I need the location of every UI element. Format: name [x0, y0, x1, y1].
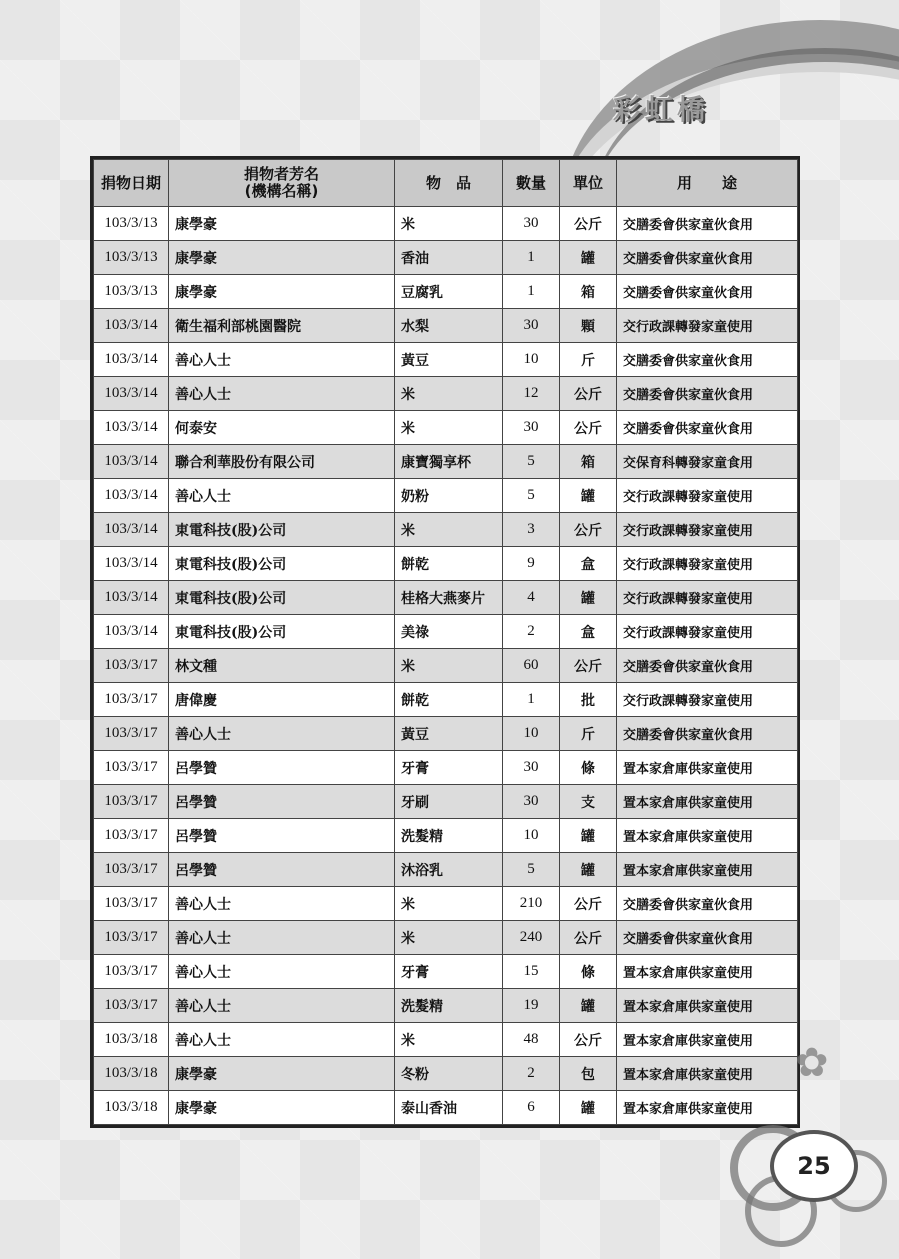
- row-qty: 10: [503, 343, 560, 377]
- table-row: [94, 921, 798, 955]
- row-qty: 12: [503, 377, 560, 411]
- row-item: 豆腐乳: [395, 275, 503, 309]
- row-use: 交行政課轉發家童使用: [617, 479, 798, 513]
- row-item: 米: [395, 513, 503, 547]
- row-unit: 箱: [560, 275, 617, 309]
- donation-table: [93, 159, 798, 1125]
- row-use: 交膳委會供家童伙食用: [617, 717, 798, 751]
- row-unit: 斤: [560, 343, 617, 377]
- row-use: 交行政課轉發家童使用: [617, 513, 798, 547]
- table-row: [94, 547, 798, 581]
- row-use: 交膳委會供家童伙食用: [617, 377, 798, 411]
- row-donor: 東電科技(股)公司: [169, 615, 395, 649]
- row-qty: 10: [503, 819, 560, 853]
- row-item: 康寶獨享杯: [395, 445, 503, 479]
- row-date: 103/3/17: [94, 751, 169, 785]
- row-date: 103/3/14: [94, 547, 169, 581]
- table-row: [94, 819, 798, 853]
- row-donor: 呂學贊: [169, 853, 395, 887]
- row-date: 103/3/13: [94, 275, 169, 309]
- row-item: 牙膏: [395, 955, 503, 989]
- row-item: 米: [395, 1023, 503, 1057]
- flower-decoration-icon: ✿: [795, 1040, 829, 1086]
- row-unit: 罐: [560, 819, 617, 853]
- row-qty: 6: [503, 1091, 560, 1125]
- row-date: 103/3/18: [94, 1023, 169, 1057]
- table-row: [94, 275, 798, 309]
- table-row: [94, 989, 798, 1023]
- row-date: 103/3/17: [94, 683, 169, 717]
- row-item: 米: [395, 411, 503, 445]
- header-item: 物 品: [395, 160, 503, 207]
- row-qty: 60: [503, 649, 560, 683]
- row-qty: 210: [503, 887, 560, 921]
- row-donor: 善心人士: [169, 343, 395, 377]
- row-date: 103/3/14: [94, 411, 169, 445]
- row-donor: 康學豪: [169, 241, 395, 275]
- header-qty: 數量: [503, 160, 560, 207]
- row-item: 冬粉: [395, 1057, 503, 1091]
- row-donor: 呂學贊: [169, 785, 395, 819]
- row-item: 香油: [395, 241, 503, 275]
- table-row: [94, 649, 798, 683]
- row-date: 103/3/14: [94, 615, 169, 649]
- row-date: 103/3/14: [94, 479, 169, 513]
- row-date: 103/3/17: [94, 819, 169, 853]
- row-item: 米: [395, 887, 503, 921]
- row-qty: 30: [503, 309, 560, 343]
- table-header-row: [94, 160, 798, 207]
- row-donor: 善心人士: [169, 479, 395, 513]
- row-qty: 3: [503, 513, 560, 547]
- row-donor: 善心人士: [169, 717, 395, 751]
- row-qty: 2: [503, 1057, 560, 1091]
- row-unit: 箱: [560, 445, 617, 479]
- table-row: [94, 853, 798, 887]
- row-qty: 30: [503, 411, 560, 445]
- row-use: 置本家倉庫供家童使用: [617, 955, 798, 989]
- row-unit: 公斤: [560, 377, 617, 411]
- row-use: 交膳委會供家童伙食用: [617, 207, 798, 241]
- row-unit: 罐: [560, 1091, 617, 1125]
- row-donor: 唐偉慶: [169, 683, 395, 717]
- row-item: 美祿: [395, 615, 503, 649]
- row-unit: 批: [560, 683, 617, 717]
- row-item: 米: [395, 207, 503, 241]
- row-date: 103/3/17: [94, 921, 169, 955]
- header-unit: 單位: [560, 160, 617, 207]
- row-date: 103/3/14: [94, 513, 169, 547]
- row-qty: 1: [503, 241, 560, 275]
- row-date: 103/3/17: [94, 785, 169, 819]
- table-body: [94, 207, 798, 1125]
- row-date: 103/3/14: [94, 377, 169, 411]
- header-donor: [169, 160, 395, 207]
- row-use: 交膳委會供家童伙食用: [617, 275, 798, 309]
- row-donor: 康學豪: [169, 1091, 395, 1125]
- row-item: 餅乾: [395, 547, 503, 581]
- table-row: [94, 683, 798, 717]
- row-donor: 善心人士: [169, 377, 395, 411]
- row-item: 洗髮精: [395, 819, 503, 853]
- row-donor: 東電科技(股)公司: [169, 581, 395, 615]
- row-item: 黃豆: [395, 717, 503, 751]
- table-row: [94, 411, 798, 445]
- row-item: 餅乾: [395, 683, 503, 717]
- row-date: 103/3/14: [94, 445, 169, 479]
- table-row: [94, 785, 798, 819]
- row-date: 103/3/14: [94, 581, 169, 615]
- row-use: 交行政課轉發家童使用: [617, 581, 798, 615]
- row-donor: 衛生福利部桃園醫院: [169, 309, 395, 343]
- row-unit: 罐: [560, 581, 617, 615]
- row-qty: 30: [503, 207, 560, 241]
- table-row: [94, 1091, 798, 1125]
- row-use: 交膳委會供家童伙食用: [617, 649, 798, 683]
- row-item: 桂格大燕麥片: [395, 581, 503, 615]
- row-item: 米: [395, 377, 503, 411]
- row-date: 103/3/17: [94, 717, 169, 751]
- row-date: 103/3/17: [94, 989, 169, 1023]
- row-donor: 善心人士: [169, 989, 395, 1023]
- row-qty: 10: [503, 717, 560, 751]
- row-unit: 條: [560, 955, 617, 989]
- row-date: 103/3/17: [94, 955, 169, 989]
- row-use: 置本家倉庫供家童使用: [617, 989, 798, 1023]
- row-date: 103/3/18: [94, 1091, 169, 1125]
- row-use: 置本家倉庫供家童使用: [617, 1091, 798, 1125]
- row-use: 交膳委會供家童伙食用: [617, 241, 798, 275]
- row-qty: 1: [503, 683, 560, 717]
- table-row: [94, 479, 798, 513]
- row-item: 牙膏: [395, 751, 503, 785]
- row-unit: 包: [560, 1057, 617, 1091]
- table-row: [94, 207, 798, 241]
- row-use: 交行政課轉發家童使用: [617, 547, 798, 581]
- table-row: [94, 955, 798, 989]
- row-unit: 罐: [560, 241, 617, 275]
- table-row: [94, 241, 798, 275]
- row-date: 103/3/17: [94, 887, 169, 921]
- table-row: [94, 615, 798, 649]
- row-qty: 9: [503, 547, 560, 581]
- table-row: [94, 717, 798, 751]
- row-donor: 東電科技(股)公司: [169, 513, 395, 547]
- donation-table-container: [90, 156, 800, 1128]
- row-donor: 康學豪: [169, 275, 395, 309]
- row-unit: 公斤: [560, 207, 617, 241]
- row-qty: 5: [503, 853, 560, 887]
- row-donor: 康學豪: [169, 1057, 395, 1091]
- row-date: 103/3/18: [94, 1057, 169, 1091]
- row-item: 沐浴乳: [395, 853, 503, 887]
- row-unit: 盒: [560, 615, 617, 649]
- row-unit: 公斤: [560, 921, 617, 955]
- row-use: 交保育科轉發家童食用: [617, 445, 798, 479]
- row-use: 交行政課轉發家童使用: [617, 683, 798, 717]
- row-unit: 公斤: [560, 887, 617, 921]
- row-unit: 罐: [560, 853, 617, 887]
- row-date: 103/3/13: [94, 207, 169, 241]
- header-donor-line1: 捐物者芳名: [243, 165, 319, 183]
- row-use: 置本家倉庫供家童使用: [617, 751, 798, 785]
- row-donor: 呂學贊: [169, 751, 395, 785]
- row-qty: 240: [503, 921, 560, 955]
- row-donor: 林文種: [169, 649, 395, 683]
- row-donor: 善心人士: [169, 955, 395, 989]
- row-qty: 2: [503, 615, 560, 649]
- row-qty: 30: [503, 751, 560, 785]
- row-unit: 公斤: [560, 649, 617, 683]
- row-use: 交膳委會供家童伙食用: [617, 343, 798, 377]
- row-item: 米: [395, 921, 503, 955]
- row-use: 置本家倉庫供家童使用: [617, 1023, 798, 1057]
- row-donor: 善心人士: [169, 887, 395, 921]
- row-use: 交膳委會供家童伙食用: [617, 921, 798, 955]
- header-donor-line2: (機構名稱): [244, 182, 319, 200]
- row-date: 103/3/17: [94, 853, 169, 887]
- row-use: 交行政課轉發家童使用: [617, 309, 798, 343]
- row-donor: 東電科技(股)公司: [169, 547, 395, 581]
- row-qty: 15: [503, 955, 560, 989]
- row-use: 置本家倉庫供家童使用: [617, 1057, 798, 1091]
- row-use: 置本家倉庫供家童使用: [617, 785, 798, 819]
- header-date: 捐物日期: [94, 160, 169, 207]
- row-date: 103/3/13: [94, 241, 169, 275]
- table-row: [94, 513, 798, 547]
- row-qty: 19: [503, 989, 560, 1023]
- row-use: 交行政課轉發家童使用: [617, 615, 798, 649]
- row-qty: 48: [503, 1023, 560, 1057]
- page-number-badge: [770, 1130, 858, 1202]
- row-qty: 4: [503, 581, 560, 615]
- row-use: 交膳委會供家童伙食用: [617, 887, 798, 921]
- row-qty: 1: [503, 275, 560, 309]
- row-date: 103/3/14: [94, 343, 169, 377]
- row-qty: 5: [503, 479, 560, 513]
- row-item: 奶粉: [395, 479, 503, 513]
- row-unit: 公斤: [560, 1023, 617, 1057]
- table-row: [94, 309, 798, 343]
- row-item: 泰山香油: [395, 1091, 503, 1125]
- row-unit: 斤: [560, 717, 617, 751]
- table-row: [94, 1023, 798, 1057]
- row-donor: 聯合利華股份有限公司: [169, 445, 395, 479]
- row-use: 交膳委會供家童伙食用: [617, 411, 798, 445]
- row-date: 103/3/17: [94, 649, 169, 683]
- row-unit: 顆: [560, 309, 617, 343]
- table-row: [94, 751, 798, 785]
- row-unit: 公斤: [560, 411, 617, 445]
- row-item: 牙刷: [395, 785, 503, 819]
- row-donor: 善心人士: [169, 921, 395, 955]
- row-item: 洗髮精: [395, 989, 503, 1023]
- table-row: [94, 377, 798, 411]
- table-row: [94, 887, 798, 921]
- header-use: 用 途: [617, 160, 798, 207]
- row-unit: 條: [560, 751, 617, 785]
- row-qty: 5: [503, 445, 560, 479]
- row-donor: 呂學贊: [169, 819, 395, 853]
- row-use: 置本家倉庫供家童使用: [617, 819, 798, 853]
- row-item: 米: [395, 649, 503, 683]
- row-item: 水梨: [395, 309, 503, 343]
- brand-title: 彩虹橋: [613, 93, 710, 126]
- table-row: [94, 445, 798, 479]
- row-donor: 康學豪: [169, 207, 395, 241]
- row-donor: 何泰安: [169, 411, 395, 445]
- table-row: [94, 1057, 798, 1091]
- row-use: 置本家倉庫供家童使用: [617, 853, 798, 887]
- row-unit: 盒: [560, 547, 617, 581]
- row-unit: 公斤: [560, 513, 617, 547]
- table-row: [94, 343, 798, 377]
- row-unit: 支: [560, 785, 617, 819]
- row-unit: 罐: [560, 479, 617, 513]
- row-qty: 30: [503, 785, 560, 819]
- row-item: 黃豆: [395, 343, 503, 377]
- row-date: 103/3/14: [94, 309, 169, 343]
- table-row: [94, 581, 798, 615]
- page-number: 25: [797, 1152, 831, 1180]
- row-unit: 罐: [560, 989, 617, 1023]
- row-donor: 善心人士: [169, 1023, 395, 1057]
